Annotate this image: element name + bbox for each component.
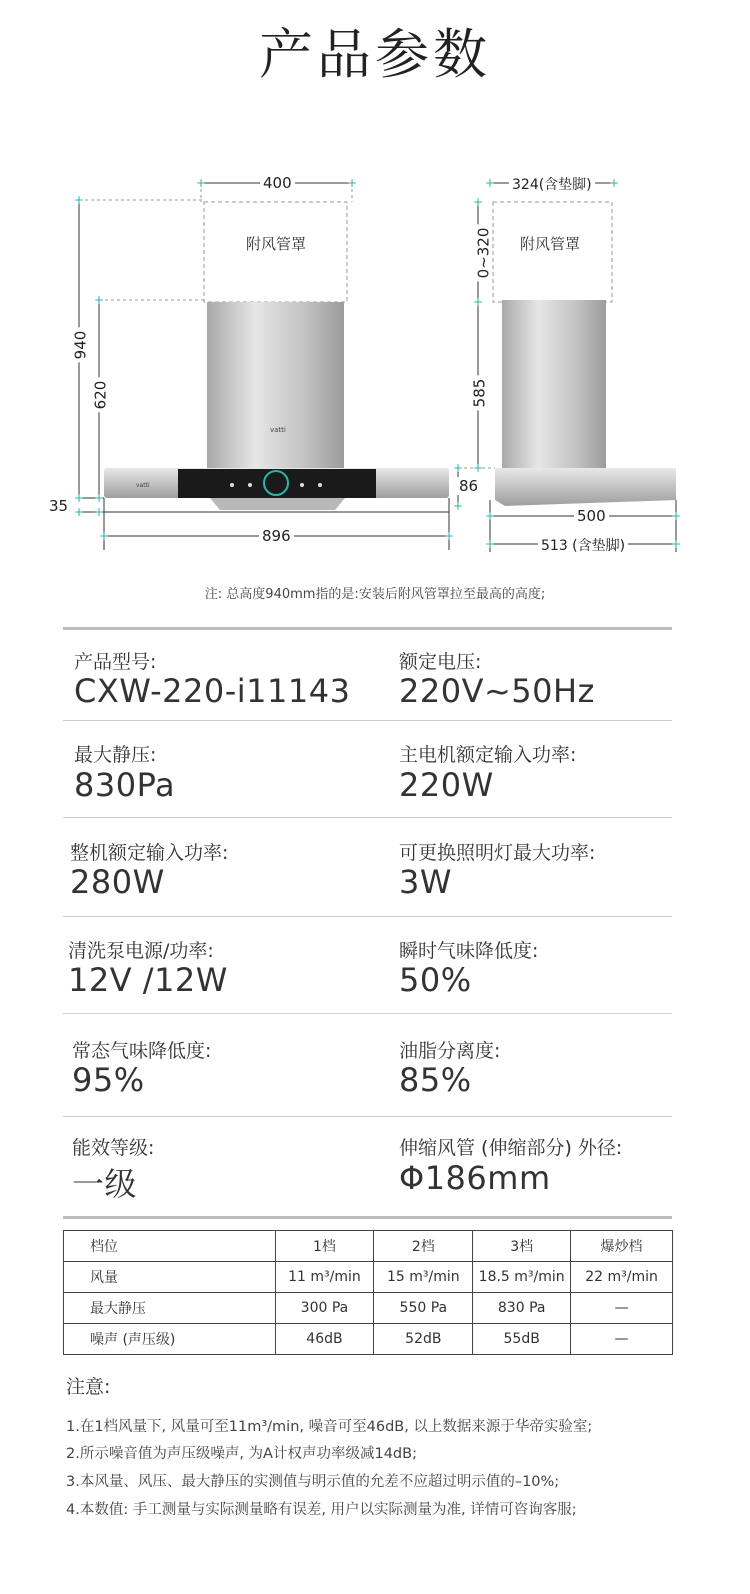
front-duct-cover-label: 附风管罩 xyxy=(246,235,307,253)
svg-text:+: + xyxy=(472,461,484,475)
front-control-panel xyxy=(178,469,376,498)
spec-value: Φ186mm xyxy=(399,1159,551,1197)
table-cell: — xyxy=(571,1293,673,1324)
svg-text:+: + xyxy=(608,176,620,190)
spec-divider xyxy=(63,720,672,721)
table-header-cell: 1档 xyxy=(275,1231,374,1262)
svg-text:+: + xyxy=(93,505,105,519)
table-cell: 15 m³/min xyxy=(374,1262,473,1293)
dim-side-duct-range: 0~320 xyxy=(474,225,492,282)
spec-divider xyxy=(63,817,672,818)
spec-divider xyxy=(63,1013,672,1014)
table-cell: 300 Pa xyxy=(275,1293,374,1324)
spec-value: 3W xyxy=(399,863,452,901)
table-row xyxy=(64,1262,673,1293)
height-note: 注: 总高度940mm指的是:安装后附风管罩拉至最高的高度; xyxy=(204,587,546,602)
spec-value: 220W xyxy=(399,766,494,804)
table-cell: — xyxy=(571,1324,673,1355)
front-panel-logo: vatti xyxy=(136,482,150,489)
dim-front-height-base: 35 xyxy=(46,497,71,515)
table-cell: 18.5 m³/min xyxy=(473,1262,571,1293)
dim-front-width-top: 400 xyxy=(260,174,295,192)
svg-text:+: + xyxy=(484,509,496,523)
spec-bottom-rule xyxy=(63,1216,672,1219)
note-line: 2.所示噪音值为声压级噪声, 为A计权声功率级减14dB; xyxy=(66,1446,417,1462)
spec-label: 最大静压: xyxy=(74,744,157,766)
notes-title: 注意: xyxy=(66,1376,111,1398)
table-header-cell: 2档 xyxy=(374,1231,473,1262)
svg-text:+: + xyxy=(472,295,484,309)
svg-text:+: + xyxy=(452,499,464,513)
front-chimney xyxy=(207,302,344,468)
dim-side-depth-top: 324(含垫脚) xyxy=(509,174,595,194)
dim-front-width-bottom: 896 xyxy=(259,527,294,545)
table-cell: 11 m³/min xyxy=(275,1262,374,1293)
table-cell: 55dB xyxy=(473,1324,571,1355)
dim-side-height-base: 86 xyxy=(456,477,481,495)
spec-label: 能效等级: xyxy=(72,1137,155,1159)
table-cell: 52dB xyxy=(374,1324,473,1355)
note-line: 3.本风量、风压、最大静压的实测值与明示值的允差不应超过明示值的–10%; xyxy=(66,1474,560,1490)
spec-label: 主电机额定输入功率: xyxy=(399,744,577,766)
spec-label: 瞬时气味降低度: xyxy=(399,940,539,962)
dim-front-height-body: 620 xyxy=(91,378,109,413)
spec-top-rule xyxy=(63,627,672,630)
side-duct-cover-label: 附风管罩 xyxy=(520,235,581,253)
spec-value: 50% xyxy=(399,961,472,999)
dim-side-depth-bottom: 500 xyxy=(574,507,609,525)
svg-text:+: + xyxy=(670,537,682,551)
table-cell: 风量 xyxy=(64,1262,276,1293)
spec-value: 830Pa xyxy=(74,766,176,804)
svg-text:+: + xyxy=(670,509,682,523)
svg-text:+: + xyxy=(195,176,207,190)
table-header-cell: 爆炒档 xyxy=(571,1231,673,1262)
svg-text:+: + xyxy=(443,529,455,543)
table-cell: 46dB xyxy=(275,1324,374,1355)
spec-label: 油脂分离度: xyxy=(399,1040,501,1062)
product-dimension-drawing xyxy=(0,160,750,580)
spec-value: 一级 xyxy=(72,1165,138,1203)
table-header-cell: 档位 xyxy=(64,1231,276,1262)
airflow-table xyxy=(63,1230,673,1355)
spec-value: 220V~50Hz xyxy=(399,672,595,710)
svg-text:+: + xyxy=(93,491,105,505)
table-cell: 830 Pa xyxy=(473,1293,571,1324)
note-line: 4.本数值: 手工测量与实际测量略有误差, 用户以实际测量为准, 详情可咨询客服; xyxy=(66,1502,577,1518)
spec-label: 整机额定输入功率: xyxy=(70,842,229,864)
table-cell: 22 m³/min xyxy=(571,1262,673,1293)
spec-value: 85% xyxy=(399,1061,472,1099)
table-cell: 550 Pa xyxy=(374,1293,473,1324)
svg-text:+: + xyxy=(472,195,484,209)
svg-text:+: + xyxy=(93,293,105,307)
svg-text:+: + xyxy=(73,505,85,519)
svg-text:+: + xyxy=(73,193,85,207)
spec-value: 95% xyxy=(72,1061,145,1099)
spec-value: 280W xyxy=(70,863,165,901)
spec-label: 伸缩风管 (伸缩部分) 外径: xyxy=(399,1137,623,1159)
spec-label: 产品型号: xyxy=(74,651,157,673)
table-row xyxy=(64,1293,673,1324)
dim-front-height-total: 940 xyxy=(71,328,89,363)
svg-text:+: + xyxy=(484,537,496,551)
table-cell: 最大静压 xyxy=(64,1293,276,1324)
spec-value: CXW-220-i11143 xyxy=(74,672,351,710)
spec-value: 12V /12W xyxy=(68,961,228,999)
side-chimney xyxy=(502,300,606,468)
svg-text:+: + xyxy=(73,491,85,505)
spec-label: 常态气味降低度: xyxy=(72,1040,212,1062)
note-line: 1.在1档风量下, 风量可至11m³/min, 噪音可至46dB, 以上数据来源于华帝实验室; xyxy=(66,1419,593,1435)
table-header-cell: 3档 xyxy=(473,1231,571,1262)
svg-text:+: + xyxy=(484,176,496,190)
spec-label: 清洗泵电源/功率: xyxy=(68,940,214,962)
svg-text:+: + xyxy=(98,529,110,543)
front-bottom-tray xyxy=(210,498,345,510)
spec-divider xyxy=(63,916,672,917)
spec-divider xyxy=(63,1116,672,1117)
table-cell: 噪声 (声压级) xyxy=(64,1324,276,1355)
spec-label: 额定电压: xyxy=(399,651,482,673)
front-chimney-logo: vatti xyxy=(270,426,286,434)
dim-side-depth-bottom-feet: 513 (含垫脚) xyxy=(538,535,628,555)
side-hood-body xyxy=(495,468,676,506)
table-header-row xyxy=(64,1231,673,1262)
dim-side-height-body: 585 xyxy=(470,376,488,411)
table-row xyxy=(64,1324,673,1355)
page-title: 产品参数 xyxy=(259,23,491,86)
svg-text:+: + xyxy=(452,461,464,475)
spec-label: 可更换照明灯最大功率: xyxy=(399,842,596,864)
svg-text:+: + xyxy=(346,176,358,190)
